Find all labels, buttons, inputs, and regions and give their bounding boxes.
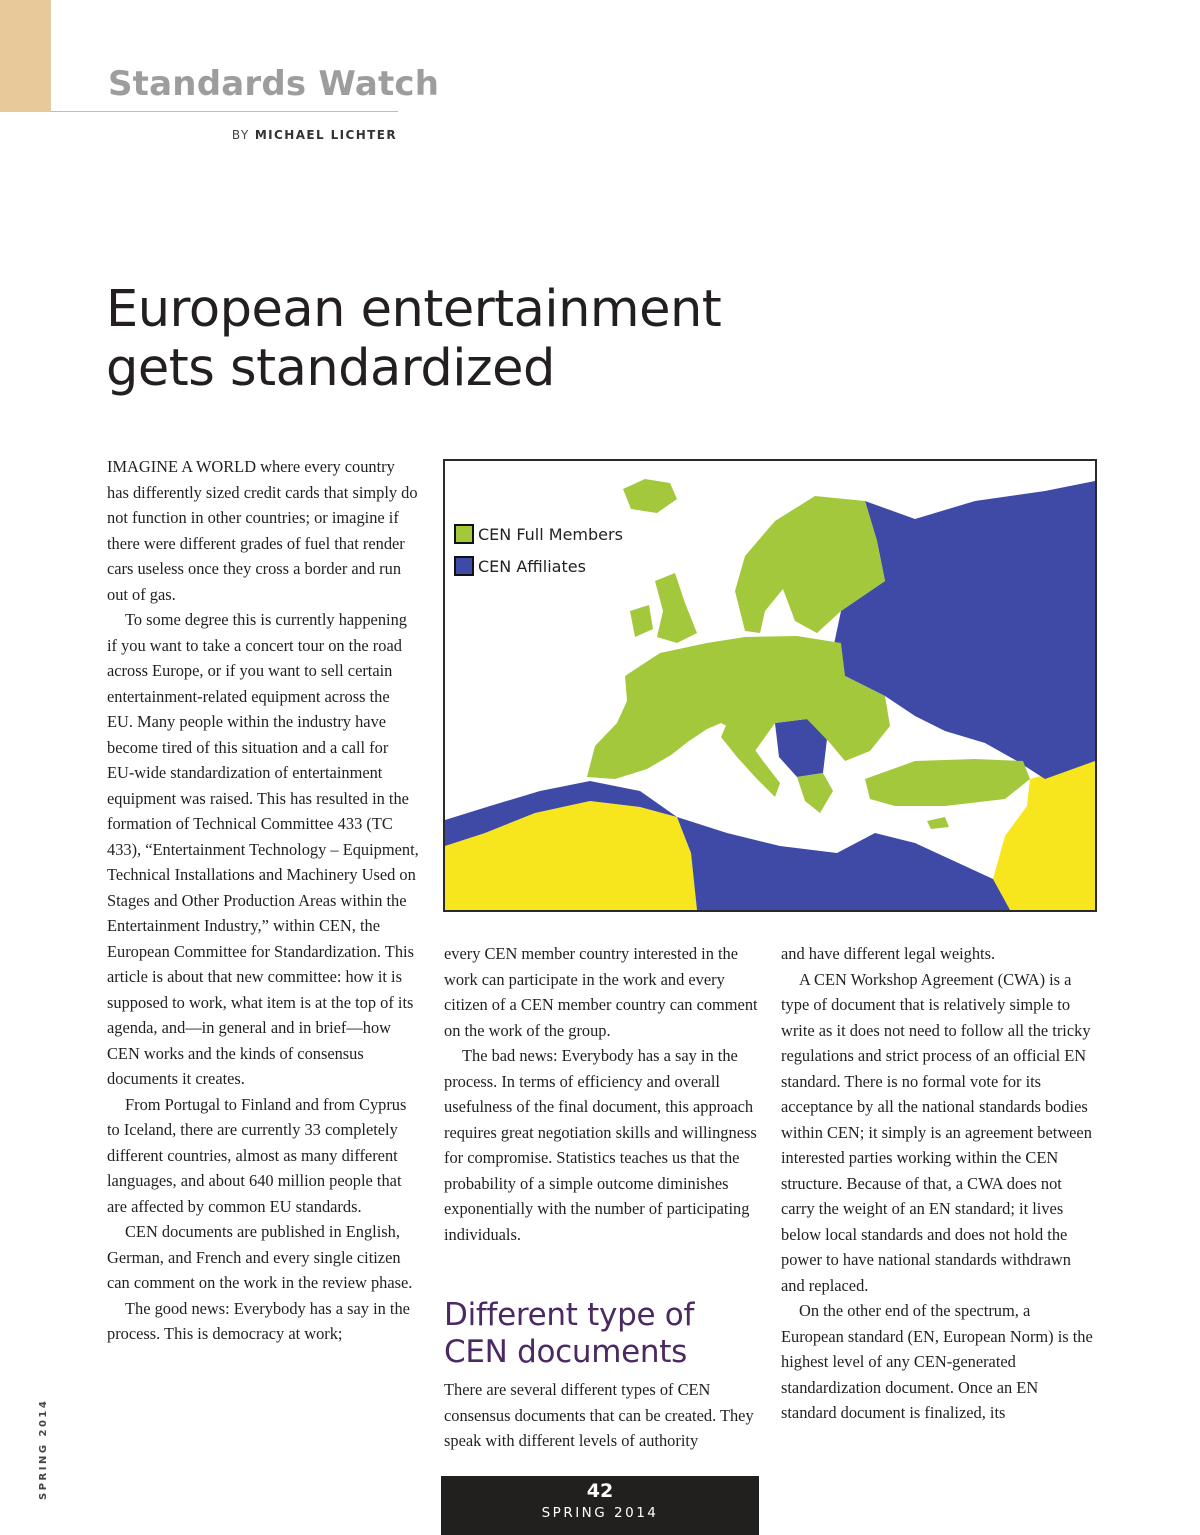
paragraph: A CEN Workshop Agreement (CWA) is a type of document that is relatively simple to write as it does not need to follow all the tricky regulations and strict process of an official EN standard. There is no formal vote for its acceptance by all the national standards bodies within CEN; it simply is an agreement between interested parties working within the CEN structure. Because of that, a CWA does not carry the weight of an EN standard; it lives below local standards and does not hold the power to have national standards withdrawn and replaced. [781, 969, 1092, 1295]
headline-line-2: gets standardized [106, 339, 555, 398]
subheading-line-2: CEN documents [444, 1334, 687, 1370]
article-column-2 [444, 941, 760, 1454]
author-name: MICHAEL LICHTER [254, 128, 397, 142]
legend-label-affiliates: CEN Affiliates [478, 557, 586, 576]
europe-map-graphic [445, 461, 1095, 910]
legend-label-full-members: CEN Full Members [478, 525, 623, 544]
legend-swatch-full-members [455, 525, 473, 543]
page-number: 42 [586, 1480, 614, 1502]
paragraph: every CEN member country interested in the work can participate in the work and every citizen of a CEN member country can comment on the work of the group. [444, 944, 758, 1040]
side-issue-label: SPRING 2014 [38, 1398, 49, 1500]
headline-line-1: European entertainment [106, 280, 722, 339]
section-tab-stripe [0, 0, 51, 112]
subheading-line-1: Different type of [444, 1297, 695, 1333]
subheading [444, 1297, 760, 1371]
article-headline [106, 280, 726, 398]
paragraph: IMAGINE A WORLD where every country has differently sized credit cards that simply do not function in other countries; or imagine if there were different grades of fuel that render cars useless once they cross a border and run out of gas. [107, 457, 418, 604]
paragraph: The bad news: Everybody has a say in the process. In terms of efficiency and overall usefulness of the final document, this approach requires great negotiation skills and willingness for compromise. Statistics teaches us that the probability of a simple outcome diminishes exponentially with the number of participating individuals. [444, 1046, 757, 1244]
byline-prefix: BY [231, 128, 250, 142]
paragraph: There are several different types of CEN consensus documents that can be created. They speak with different levels of authority [444, 1380, 754, 1450]
paragraph: and have different legal weights. [781, 944, 996, 963]
page-footer [441, 1476, 759, 1535]
section-divider [51, 111, 398, 112]
article-column-3 [781, 941, 1097, 1426]
cen-members-map [443, 459, 1097, 912]
paragraph: On the other end of the spectrum, a European standard (EN, European Norm) is the highest level of any CEN-generated standardization document. Once an EN standard document is finalized, its [781, 1301, 1093, 1422]
article-column-1 [107, 454, 419, 1347]
paragraph: To some degree this is currently happening if you want to take a concert tour on the road across Europe, or if you want to sell certain entertainment-related equipment across the EU. Many people within the industry have become tired of this situation and a call for EU-wide standardization of entertainment equipment was raised. This has resulted in the formation of Technical Committee 433 (TC 433), “Entertainment Technology – Equipment, Technical Installations and Machinery Used on Stages and Other Production Areas within the Entertainment Industry,” within CEN, the European Committee for Standardization. This article is about that new committee: how it is supposed to work, what item is at the top of its agenda, and—in general and in brief—how CEN works and the kinds of consensus documents it creates. [107, 610, 419, 1088]
paragraph: The good news: Everybody has a say in the process. This is democracy at work; [107, 1298, 410, 1343]
paragraph: From Portugal to Finland and from Cyprus to Iceland, there are currently 33 completely different countries, almost as many different languages, and about 640 million people that are affected by common EU standards. [107, 1094, 407, 1216]
footer-issue: SPRING 2014 [541, 1505, 659, 1521]
paragraph: CEN documents are published in English, German, and French and every single citizen can comment on the work in the review phase. [107, 1222, 413, 1292]
byline [232, 128, 397, 142]
legend-swatch-affiliates [455, 557, 473, 575]
section-title: Standards Watch [108, 64, 440, 104]
